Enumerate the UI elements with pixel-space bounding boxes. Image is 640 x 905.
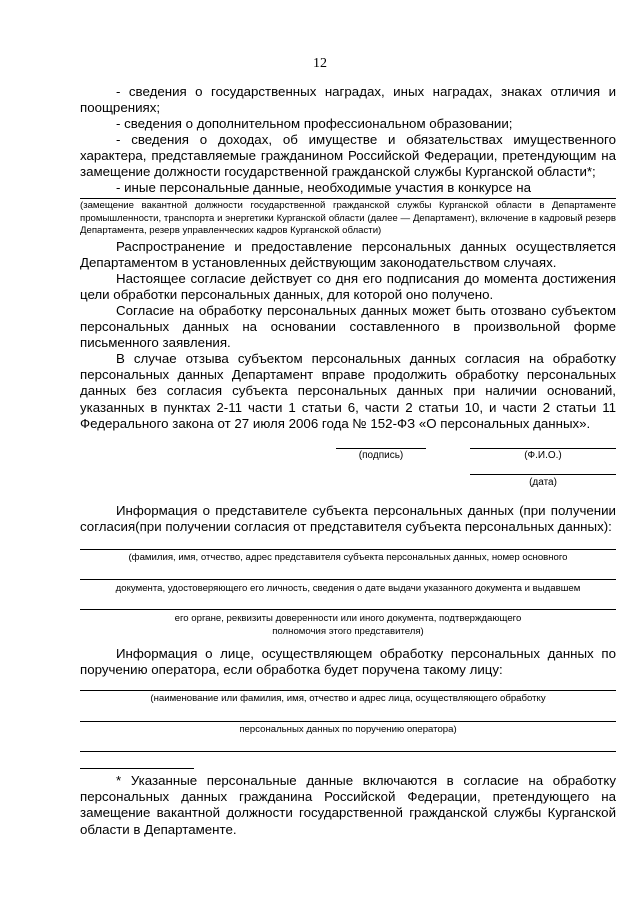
signature-label: (подпись)	[358, 450, 404, 461]
footnote: * Указанные персональные данные включаются в согласие на обработку персональных данных гражданина Российской Федерации, претендующего на замещение вакантной должности государственной гражданской службы Курганской области в Департаменте.	[80, 773, 616, 837]
representative-fill-line-2	[80, 579, 616, 580]
representative-caption-1: (фамилия, имя, отчество, адрес представителя субъекта персональных данных, номер основного	[128, 552, 568, 563]
representative-fill-line-3	[80, 609, 616, 610]
processor-fill-line-2	[80, 721, 616, 722]
purpose-caption: (замещение вакантной должности государственной гражданской службы Курганской области в Департаменте промышленности, транспорта и энергетики Курганской области (далее — Департамент), включение в кадровый резерв Департамента, резерв управленческих кадров Курганской области)	[80, 200, 616, 236]
processor-caption-1: (наименование или фамилия, имя, отчество и адрес лица, осуществляющего обработку	[150, 693, 546, 704]
representative-caption-3: его органе, реквизиты доверенности или иного документа, подтверждающего полномочия этого представителя)	[174, 613, 522, 637]
processor-fill-line-1	[80, 690, 616, 691]
list-item-other-data: - иные персональные данные, необходимые участия в конкурсе на	[116, 180, 532, 195]
processor-fill-line-3	[80, 751, 616, 752]
name-line	[470, 448, 616, 449]
paragraph-validity: Настоящее согласие действует со дня его подписания до момента достижения цели обработки персональных данных, для которой оно получено.	[80, 271, 616, 303]
paragraph-distribution: Распространение и предоставление персональных данных осуществляется Департаментом в установленных действующим законодательством случаях.	[80, 239, 616, 271]
purpose-fill-line	[80, 198, 616, 199]
paragraph-revocation-consequences: В случае отзыва субъектом персональных данных согласия на обработку персональных данных Департамент вправе продолжить обработку персональных данных без согласия субъекта персональных данных при наличии оснований, указанных в пунктах 2-11 части 1 статьи 6, части 2 статьи 10, и части 2 статьи 11 Федерального закона от 27 июля 2006 года № 152-ФЗ «О персональных данных».	[80, 351, 616, 431]
date-line	[470, 474, 616, 475]
signature-line	[336, 448, 426, 449]
processor-caption-2: персональных данных по поручению оператора)	[239, 724, 457, 735]
list-item-income: - сведения о доходах, об имуществе и обязательствах имущественного характера, представляемые гражданином Российской Федерации, претендующим на замещение должности государственной гражданской службы Курганской области*;	[80, 132, 616, 180]
representative-heading: Информация о представителе субъекта персональных данных (при получении согласия(при получении согласия от представителя субъекта персональных данных):	[80, 503, 616, 535]
date-label: (дата)	[529, 477, 557, 488]
page-number: 12	[313, 56, 327, 71]
representative-fill-line-1	[80, 549, 616, 550]
representative-caption-2: документа, удостоверяющего его личность, сведения о дате выдачи указанного документа и выдавшем	[115, 583, 581, 594]
name-label: (Ф.И.О.)	[524, 450, 562, 461]
footnote-separator	[80, 768, 194, 769]
list-item-awards: - сведения о государственных наградах, иных наградах, знаках отличия и поощрениях;	[80, 84, 616, 116]
list-item-education: - сведения о дополнительном профессиональном образовании;	[116, 116, 513, 131]
processor-heading: Информация о лице, осуществляющем обработку персональных данных по поручению оператора, если обработка будет поручена такому лицу:	[80, 646, 616, 678]
paragraph-revocation: Согласие на обработку персональных данных может быть отозвано субъектом персональных данных на основании составленного в произвольной форме письменного заявления.	[80, 303, 616, 351]
